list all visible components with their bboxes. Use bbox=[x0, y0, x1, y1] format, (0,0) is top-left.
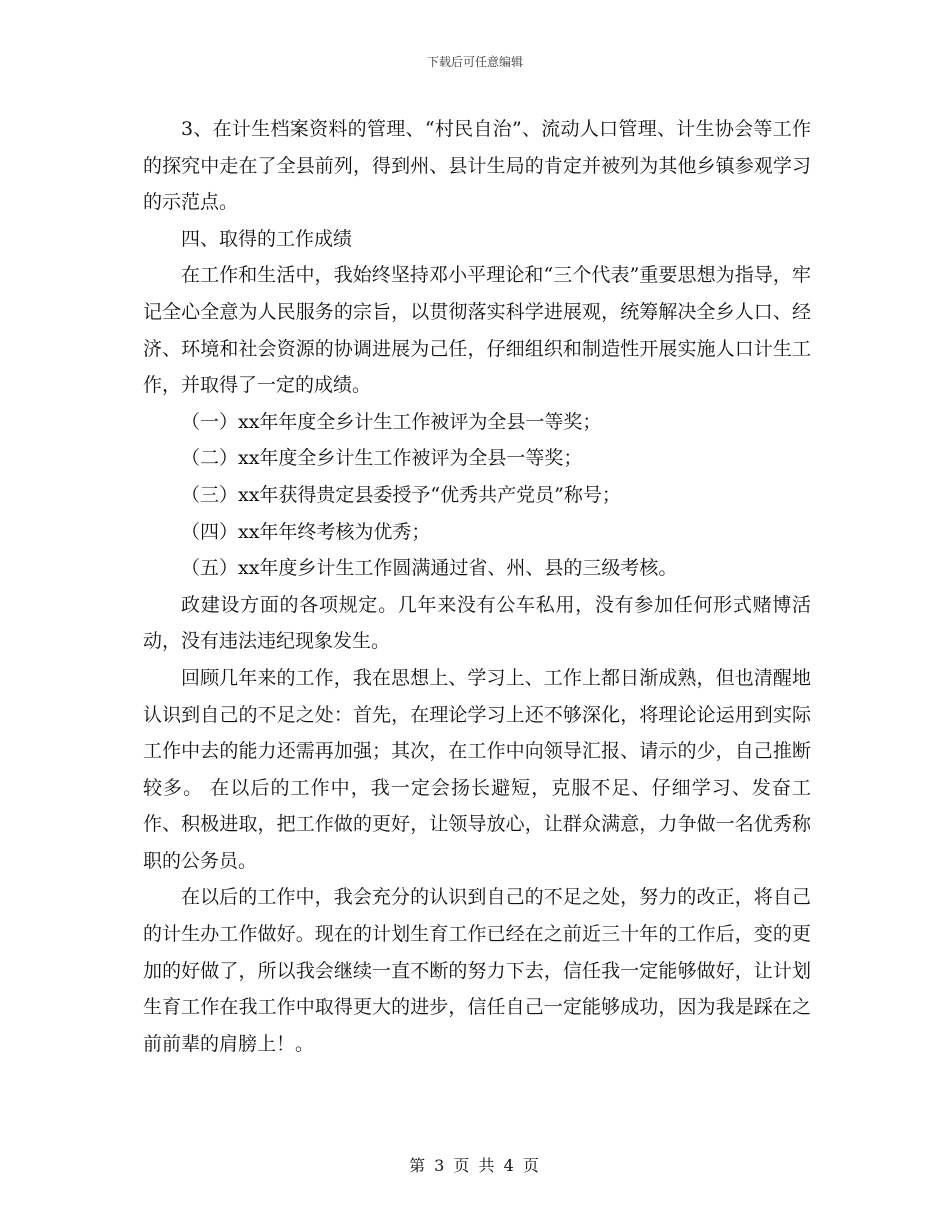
achievement-item-1: （一）xx年年度全乡计生工作被评为全县一等奖； bbox=[181, 410, 602, 433]
page-number: 第 3 页 共 4 页 bbox=[409, 1156, 541, 1175]
achievement-item-3: （三）xx年获得贵定县委授予“优秀共产党员”称号； bbox=[181, 483, 621, 506]
page-header: 下载后可任意编辑 bbox=[426, 55, 523, 69]
achievement-item-2: （二）xx年度全乡计生工作被评为全县一等奖； bbox=[181, 447, 583, 470]
achievement-item-4: （四）xx年年终考核为优秀； bbox=[181, 520, 431, 543]
document-body bbox=[143, 111, 811, 1062]
paragraph-future: 在以后的工作中，我会充分的认识到自己的不足之处，努力的改正，将自己的计生办工作做好。现在的计划生育工作已经在之前近三十年的工作后，变的更加的好做了，所以我会继续一直不断的努力下去，信任我一定能够做好，让计划生育工作在我工作中取得更大的进步，信任自己一定能够成功，因为我是踩在之前前辈的肩膀上！。 bbox=[143, 886, 811, 1055]
paragraph-integrity: 政建设方面的各项规定。几年来没有公车私用，没有参加任何形式赌博活动，没有违法违纪现象发生。 bbox=[143, 593, 811, 653]
paragraph-item-3: 3、在计生档案资料的管理、“村民自治”、流动人口管理、计生协会等工作的探究中走在了全县前列，得到州、县计生局的肯定并被列为其他乡镇参观学习的示范点。 bbox=[143, 118, 811, 214]
achievement-item-5: （五）xx年度乡计生工作圆满通过省、州、县的三级考核。 bbox=[181, 557, 678, 580]
paragraph-achievements-intro: 在工作和生活中，我始终坚持邓小平理论和“三个代表”重要思想为指导，牢记全心全意为人民服务的宗旨，以贯彻落实科学进展观，统筹解决全乡人口、经济、环境和社会资源的协调进展为己任，仔细组织和制造性开展实施人口计生工作，并取得了一定的成绩。 bbox=[143, 264, 811, 397]
section-heading: 四、取得的工作成绩 bbox=[181, 227, 353, 250]
paragraph-review: 回顾几年来的工作，我在思想上、学习上、工作上都日渐成熟，但也清醒地认识到自己的不足之处：首先，在理论学习上还不够深化，将理论论运用到实际工作中去的能力还需再加强；其次，在工作中向领导汇报、请示的少，自己推断较多。 在以后的工作中，我一定会扬长避短，克服不足、仔细学习、发奋工作、积极进取，把工作做的更好，让领导放心，让群众满意，力争做一名优秀称职的公务员。 bbox=[143, 666, 811, 872]
